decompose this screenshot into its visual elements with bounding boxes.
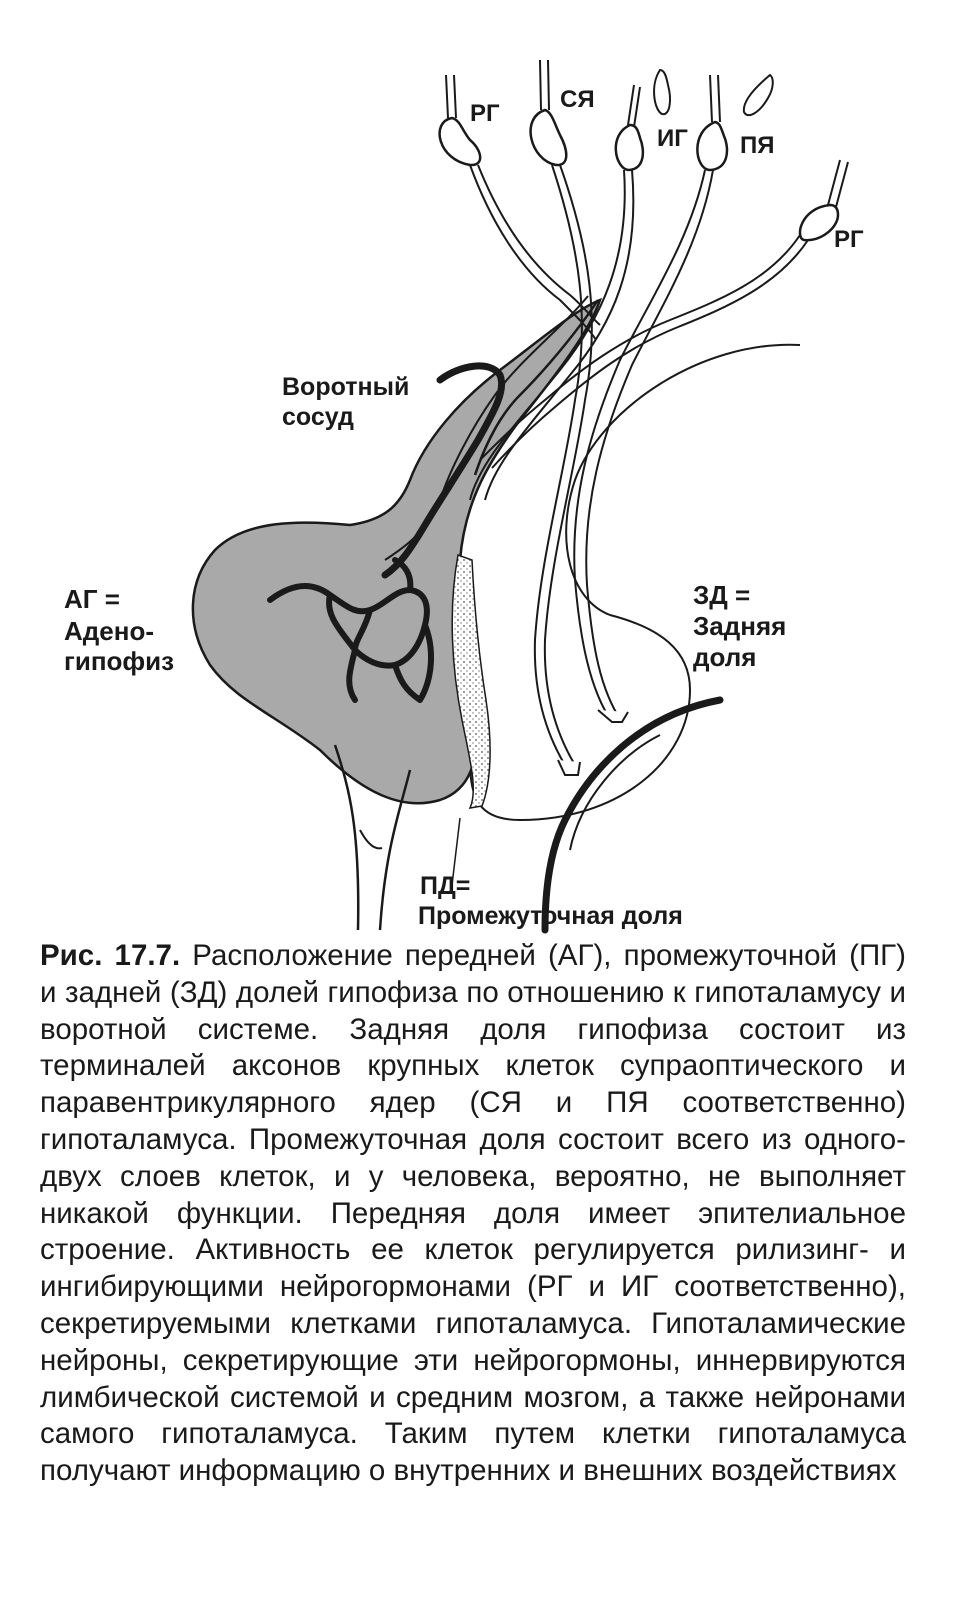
figure-caption xyxy=(40,938,906,1490)
label-rg-right: РГ xyxy=(834,226,864,253)
label-ag: АГ = xyxy=(64,584,120,614)
neuron-sya xyxy=(531,110,567,165)
label-ag-2: Адено- xyxy=(64,616,154,646)
label-rg-top: РГ xyxy=(470,100,500,127)
label-zd-3: доля xyxy=(693,642,757,672)
neuron-cell-bodies xyxy=(440,110,838,240)
neuron-ig xyxy=(616,125,643,170)
label-ag-3: гипофиз xyxy=(64,646,175,676)
label-zd: ЗД = xyxy=(693,580,751,610)
caption-text: Расположение передней (АГ), промежуточной (ПГ) и задней (ЗД) долей гипофиза по отношению к гипоталамусу и воротной системе. Задняя доля гипофиза состоит из терминалей аксонов крупных клеток супраоптического и паравентрикулярного ядер (СЯ и ПЯ соответственно) гипоталамуса. Промежуточная доля состоит всего из одного-двух слоев клеток, и у человека, вероятно, не выполняет никакой функции. Передняя доля имеет эпителиальное строение. Активность ее клеток регулируется рилизинг- и ингибирующими нейрогормонами (РГ и ИГ соответственно), секретируемыми клетками гипоталамуса. Гипоталамические нейроны, секретирующие эти нейрогормоны, иннервируются лимбической системой и средним мозгом, а также нейронами самого гипоталамуса. Таким путем клетки гипоталамуса получают информацию о внутренних и внешних воздействиях xyxy=(40,939,906,1488)
venous-drainage-mid xyxy=(360,830,382,848)
label-ig: ИГ xyxy=(657,125,688,152)
label-portal-vessel: Воротный xyxy=(282,373,410,401)
label-sya: СЯ xyxy=(560,86,595,113)
neuron-rg-right xyxy=(800,205,838,240)
label-pd-2: Промежуточная доля xyxy=(418,902,683,930)
posterior-vessel xyxy=(545,700,720,930)
label-zd-2: Задняя xyxy=(693,611,787,641)
label-pd: ПД= xyxy=(420,872,471,900)
figure-number: Рис. 17.7. xyxy=(40,939,181,972)
neuron-pya xyxy=(697,122,727,170)
label-portal-vessel-2: сосуд xyxy=(282,403,354,431)
label-pya: ПЯ xyxy=(740,132,775,159)
